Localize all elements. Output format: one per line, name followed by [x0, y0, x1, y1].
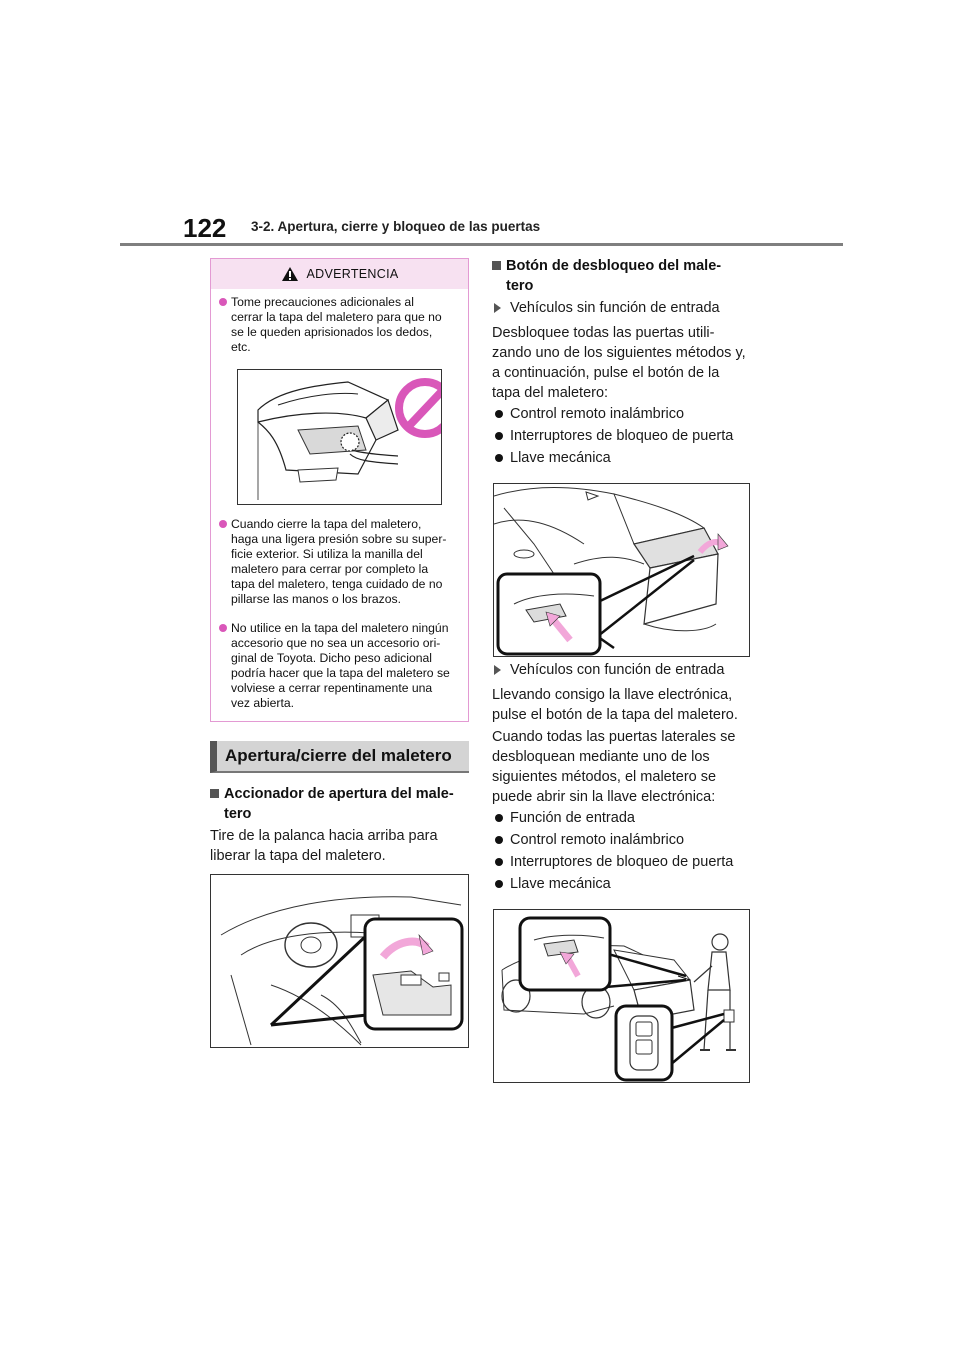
- warning-title: ADVERTENCIA: [306, 267, 399, 281]
- interior-lever-illustration: [210, 874, 469, 1048]
- bullet-dot: [495, 858, 503, 866]
- section-heading: Apertura/cierre del maletero: [225, 746, 452, 765]
- interior-lever-drawing: [211, 875, 469, 1048]
- list-item: Control remoto inalámbrico: [492, 830, 752, 850]
- trunk-button-drawing: [494, 484, 750, 657]
- warning-box: [210, 258, 469, 722]
- list-item: Interruptores de bloqueo de puerta: [492, 852, 752, 872]
- bullet-dot: [495, 814, 503, 822]
- square-bullet: [492, 261, 501, 270]
- bullet-dot: [495, 880, 503, 888]
- section-title: 3-2. Apertura, cierre y bloqueo de las puertas: [251, 219, 541, 234]
- case-without-entry-function: Vehículos sin función de entrada: [492, 298, 752, 318]
- electronic-key-illustration: [493, 909, 750, 1083]
- list-item: Interruptores de bloqueo de puerta: [492, 426, 752, 446]
- bullet-dot: [495, 454, 503, 462]
- case-with-entry-function: Vehículos con función de entrada: [492, 660, 752, 680]
- subheading-trunk-opener: Accionador de apertura del male- tero: [210, 784, 470, 824]
- warning-item-1: Tome precauciones adicionales al cerrar la tapa del maletero para que no se le queden aprisionados los dedos, etc.: [219, 295, 465, 355]
- square-bullet: [210, 789, 219, 798]
- list-item: Control remoto inalámbrico: [492, 404, 752, 424]
- bullet-dot: [495, 432, 503, 440]
- subheading-trunk-button: Botón de desbloqueo del male- tero: [492, 256, 752, 296]
- header-divider: [120, 243, 843, 246]
- section-heading-bar: [210, 741, 469, 773]
- warning-triangle-icon: [281, 266, 299, 282]
- unlock-instructions: Desbloquee todas las puertas utili- zando uno de los siguientes métodos y, a continuación, pulse el botón de la tapa del maletero:: [492, 325, 746, 401]
- warning-bullet: [219, 298, 227, 306]
- page-number: 122: [183, 213, 227, 243]
- triangle-bullet: [494, 665, 501, 675]
- list-item: Función de entrada: [492, 808, 752, 828]
- electronic-key-instructions: Llevando consigo la llave electrónica, pulse el botón de la tapa del maletero.: [492, 687, 738, 723]
- trunk-pinch-drawing: [238, 370, 442, 505]
- trunk-pinch-illustration: [237, 369, 442, 505]
- warning-bullet: [219, 624, 227, 632]
- bullet-dot: [495, 410, 503, 418]
- bullet-dot: [495, 836, 503, 844]
- electronic-key-drawing: [494, 910, 750, 1083]
- triangle-bullet: [494, 303, 501, 313]
- warning-item-2: Cuando cierre la tapa del maletero, haga una ligera presión sobre su super- ficie exterior. Si utiliza la manilla del maletero para cerrar por completo la tapa del maletero, tenga cuidado de no pillarse las manos o los brazos.: [219, 517, 465, 607]
- trunk-button-illustration: [493, 483, 750, 657]
- list-item: Llave mecánica: [492, 448, 752, 468]
- warning-header: [211, 259, 468, 289]
- warning-bullet: [219, 520, 227, 528]
- trunk-opener-instructions: Tire de la palanca hacia arriba para liberar la tapa del maletero.: [210, 828, 438, 864]
- list-item: Llave mecánica: [492, 874, 752, 894]
- side-doors-unlock-instructions: Cuando todas las puertas laterales se desbloquean mediante uno de los siguientes métodos, el maletero se puede abrir sin la llave electrónica:: [492, 729, 736, 805]
- warning-item-3: No utilice en la tapa del maletero ningún accesorio que no sea un accesorio ori- ginal de Toyota. Dicho peso adicional podría hacer que la tapa del maletero se volviese a cerrar repentinamente una vez abierta.: [219, 621, 465, 711]
